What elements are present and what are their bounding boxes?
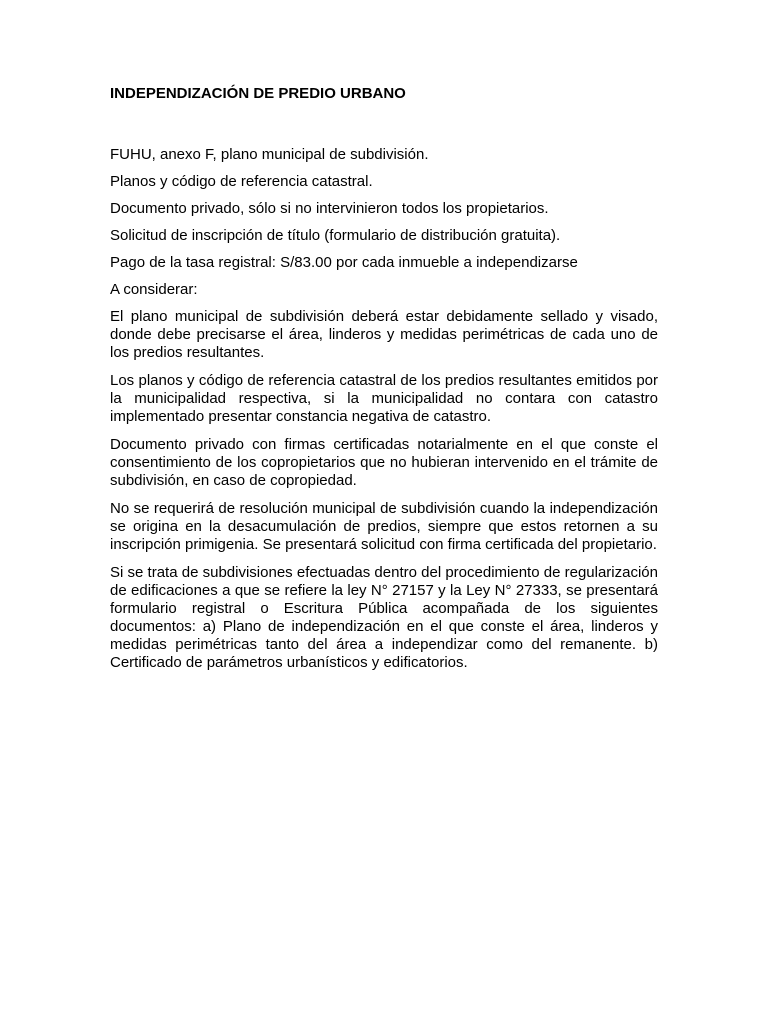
consideration-paragraph: Los planos y código de referencia catastral de los predios resultantes emitidos por la municipalidad respectiva, si la municipalidad no contara con catastro implementado presentar constancia negativa de catastro. bbox=[110, 372, 658, 425]
requirement-item: Solicitud de inscripción de título (formulario de distribución gratuita). bbox=[110, 227, 561, 244]
requirement-item: FUHU, anexo F, plano municipal de subdivisión. bbox=[110, 146, 429, 163]
document-body bbox=[110, 84, 658, 682]
consideration-paragraph: El plano municipal de subdivisión deberá estar debidamente sellado y visado, donde debe precisarse el área, linderos y medidas perimétricas de cada uno de los predios resultantes. bbox=[110, 308, 658, 361]
requirement-item: Documento privado, sólo si no intervinieron todos los propietarios. bbox=[110, 200, 549, 217]
consideration-paragraph: Documento privado con firmas certificadas notarialmente en el que conste el consentimiento de los copropietarios que no hubieran intervenido en el trámite de subdivisión, en caso de copropiedad. bbox=[110, 436, 658, 489]
consideration-paragraph: Si se trata de subdivisiones efectuadas dentro del procedimiento de regularización de edificaciones a que se refiere la ley N° 27157 y la Ley N° 27333, se presentará formulario registral o Escritura Pública acompañada de los siguientes documentos: a) Plano de independización en el que conste el área, linderos y medidas perimétricas tanto del área a independizar como del remanente. b) Certificado de parámetros urbanísticos y edificatorios. bbox=[110, 564, 658, 671]
considerations-heading: A considerar: bbox=[110, 281, 198, 298]
document-title: INDEPENDIZACIÓN DE PREDIO URBANO bbox=[110, 85, 406, 102]
consideration-paragraph: No se requerirá de resolución municipal de subdivisión cuando la independización se origina en la desacumulación de predios, siempre que estos retornen a su inscripción primigenia. Se presentará solicitud con firma certificada del propietario. bbox=[110, 500, 658, 553]
requirement-item: Planos y código de referencia catastral. bbox=[110, 173, 373, 190]
requirement-item: Pago de la tasa registral: S/83.00 por cada inmueble a independizarse bbox=[110, 254, 578, 271]
